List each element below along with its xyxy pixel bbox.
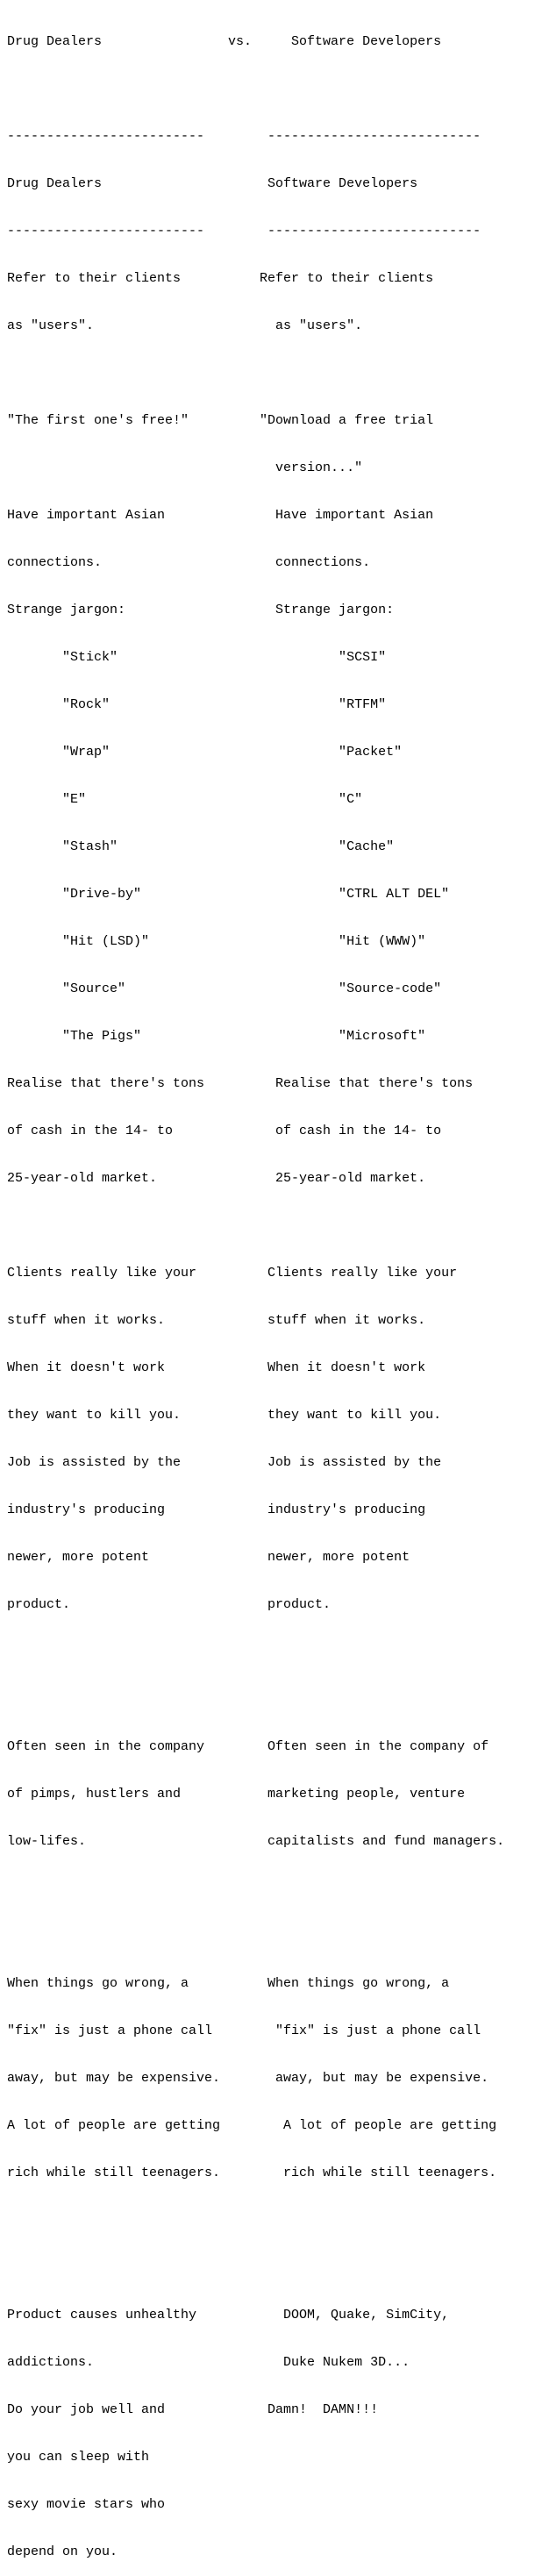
doc-line: connections. connections.: [7, 555, 371, 570]
doc-line: "The first one's free!" "Download a free trial: [7, 413, 434, 428]
doc-line: "Stash" "Cache": [7, 839, 395, 854]
doc-line: as "users". as "users".: [7, 318, 363, 333]
doc-line: depend on you.: [7, 2544, 118, 2559]
doc-line: "The Pigs" "Microsoft": [7, 1029, 426, 1044]
doc-line: stuff when it works. stuff when it works.: [7, 1313, 426, 1328]
doc-line: [7, 1929, 504, 1944]
doc-line: away, but may be expensive. away, but may be expensive.: [7, 2071, 489, 2086]
doc-line: rich while still teenagers. rich while still teenagers.: [7, 2166, 497, 2180]
doc-line: "fix" is just a phone call "fix" is just a phone call: [7, 2023, 481, 2038]
doc-line: 25-year-old market. 25-year-old market.: [7, 1171, 426, 1186]
doc-line: "Wrap" "Packet": [7, 745, 403, 760]
doc-line: newer, more potent newer, more potent: [7, 1550, 410, 1565]
doc-line: When things go wrong, a When things go wrong, a: [7, 1976, 450, 1991]
doc-line: Drug Dealers Software Developers: [7, 176, 418, 191]
doc-line: [7, 2213, 504, 2229]
doc-line: Product causes unhealthy DOOM, Quake, SimCity,: [7, 2308, 450, 2323]
doc-line: [7, 1218, 504, 1234]
doc-line: ------------------------- ---------------------------: [7, 224, 481, 239]
doc-line: When it doesn't work When it doesn't work: [7, 1360, 426, 1375]
doc-line: "E" "C": [7, 792, 363, 807]
doc-line: "Drive-by" "CTRL ALT DEL": [7, 887, 450, 902]
doc-line: addictions. Duke Nukem 3D...: [7, 2355, 410, 2370]
doc-line: ------------------------- ---------------------------: [7, 129, 481, 144]
doc-line: industry's producing industry's producing: [7, 1502, 426, 1517]
doc-line: "Source" "Source-code": [7, 981, 442, 996]
doc-line: [7, 1645, 504, 1660]
text-document: [7, 3, 504, 2576]
doc-line: Realise that there's tons Realise that there's tons: [7, 1076, 474, 1091]
doc-line: [7, 366, 504, 382]
doc-line: you can sleep with: [7, 2450, 150, 2465]
doc-line: Do your job well and Damn! DAMN!!!: [7, 2402, 379, 2417]
doc-line: "Hit (LSD)" "Hit (WWW)": [7, 934, 426, 949]
doc-line: Have important Asian Have important Asian: [7, 508, 434, 523]
doc-line: of cash in the 14- to of cash in the 14- to: [7, 1124, 442, 1138]
doc-line: A lot of people are getting A lot of people are getting: [7, 2118, 497, 2133]
doc-line: Drug Dealers vs. Software Developers: [7, 34, 442, 49]
doc-line: "Stick" "SCSI": [7, 650, 387, 665]
doc-line: Strange jargon: Strange jargon:: [7, 603, 395, 617]
doc-line: [7, 1881, 504, 1897]
doc-line: "Rock" "RTFM": [7, 697, 387, 712]
doc-line: version...": [7, 460, 363, 475]
doc-line: they want to kill you. they want to kill you.: [7, 1408, 442, 1423]
doc-line: sexy movie stars who: [7, 2497, 166, 2512]
doc-line: Often seen in the company Often seen in the company of: [7, 1739, 489, 1754]
doc-line: product. product.: [7, 1597, 332, 1612]
doc-line: Clients really like your Clients really like your: [7, 1266, 458, 1281]
doc-line: [7, 1692, 504, 1708]
doc-line: Refer to their clients Refer to their clients: [7, 271, 434, 286]
doc-line: of pimps, hustlers and marketing people, venture: [7, 1787, 466, 1802]
doc-line: [7, 82, 504, 97]
doc-line: [7, 2260, 504, 2276]
doc-line: Job is assisted by the Job is assisted by the: [7, 1455, 442, 1470]
doc-line: low-lifes. capitalists and fund managers.: [7, 1834, 505, 1849]
